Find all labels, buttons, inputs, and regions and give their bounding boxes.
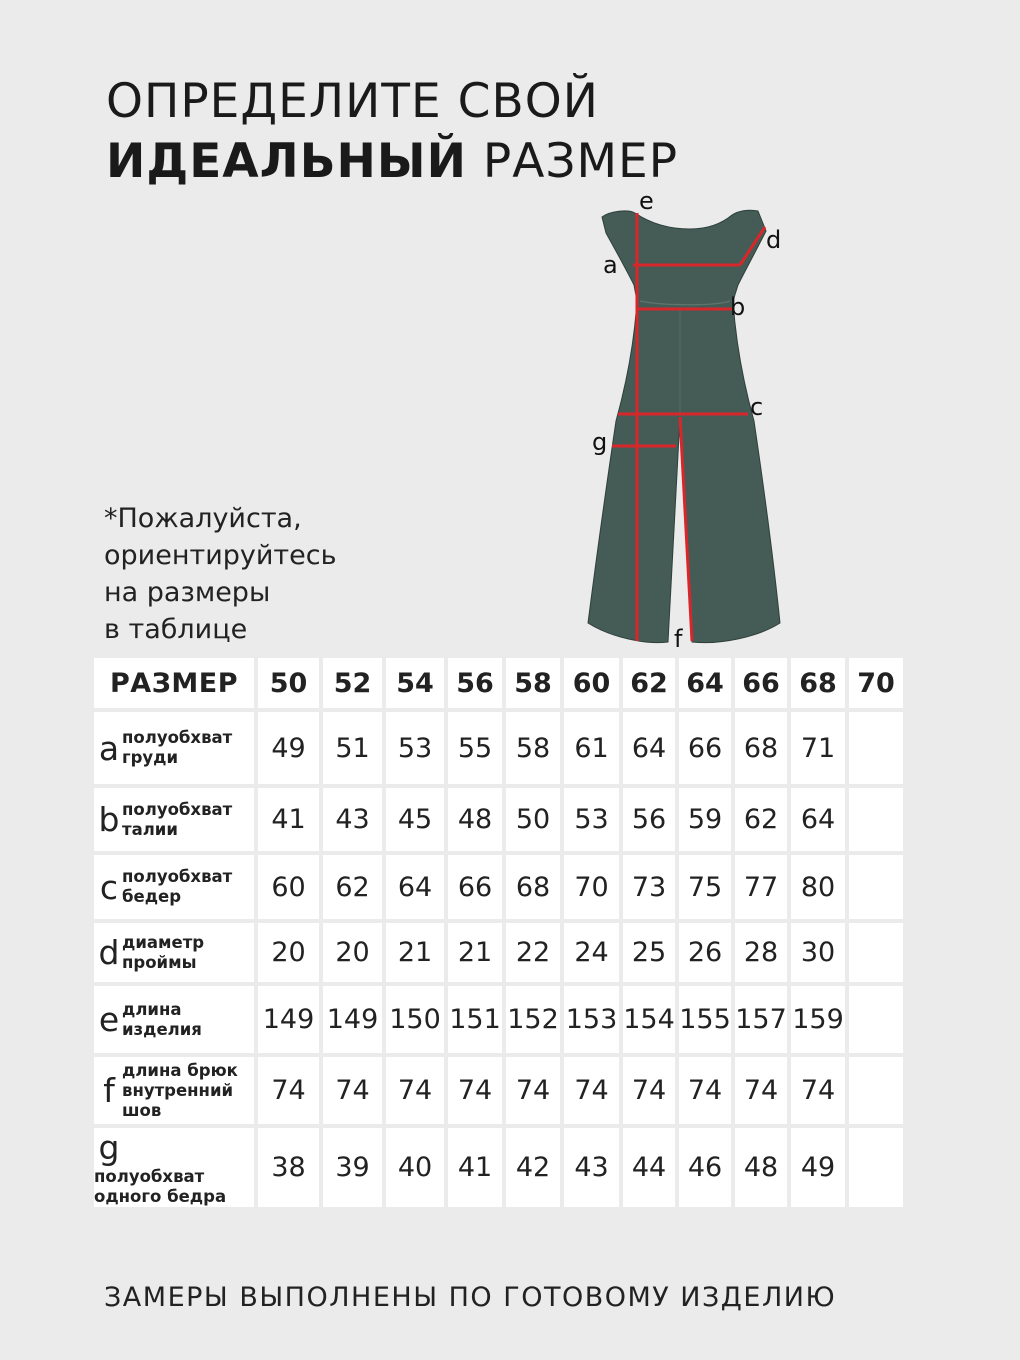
measurement-value-cell: 157 (735, 986, 787, 1053)
size-table (90, 654, 907, 1211)
measurement-value-cell: 50 (506, 788, 560, 851)
size-header-cell: 58 (506, 658, 560, 708)
measurement-label (94, 788, 254, 851)
measurement-label (94, 923, 254, 982)
measurement-row (94, 712, 903, 784)
page-title-line1: ОПРЕДЕЛИТЕ СВОЙ (106, 74, 599, 129)
label-a: a (603, 251, 618, 279)
measurement-value-cell: 20 (323, 923, 382, 982)
measurement-value-cell: 44 (623, 1128, 675, 1207)
footer-note: ЗАМЕРЫ ВЫПОЛНЕНЫ ПО ГОТОВОМУ ИЗДЕЛИЮ (104, 1282, 837, 1313)
measurement-value-cell: 56 (623, 788, 675, 851)
measurement-value-cell: 68 (735, 712, 787, 784)
measurement-value-cell: 159 (791, 986, 845, 1053)
measurement-row (94, 1057, 903, 1124)
measurement-value-cell (849, 923, 903, 982)
measurement-value-cell: 39 (323, 1128, 382, 1207)
measurement-value-cell: 24 (564, 923, 619, 982)
measurement-letter: g (98, 1128, 120, 1167)
page-title-bold: ИДЕАЛЬНЫЙ (106, 134, 467, 189)
measurement-value-cell: 43 (564, 1128, 619, 1207)
measurement-value-cell: 66 (679, 712, 731, 784)
measurement-value-cell: 73 (623, 855, 675, 919)
measurement-value-cell: 74 (679, 1057, 731, 1124)
measurement-value-cell: 153 (564, 986, 619, 1053)
measurement-letter: e (98, 1000, 120, 1039)
measurement-row (94, 855, 903, 919)
measurement-value-cell: 58 (506, 712, 560, 784)
measurement-description-line: длина (122, 999, 182, 1019)
size-note-line: ориентируйтесь (104, 540, 337, 571)
measurement-value-cell: 80 (791, 855, 845, 919)
measurement-value-cell: 74 (258, 1057, 319, 1124)
measurement-value-cell: 66 (448, 855, 502, 919)
measurement-description-line: талии (122, 819, 178, 839)
measurement-value-cell: 74 (564, 1057, 619, 1124)
measurement-description-line: изделия (122, 1019, 202, 1039)
measurement-value-cell (849, 986, 903, 1053)
size-header-cell: 64 (679, 658, 731, 708)
size-header-cell: 62 (623, 658, 675, 708)
size-header-cell: 56 (448, 658, 502, 708)
measurement-value-cell: 46 (679, 1128, 731, 1207)
measurement-letter: f (103, 1071, 115, 1110)
measurement-description-line: полуобхват (122, 867, 233, 886)
measurement-value-cell: 43 (323, 788, 382, 851)
measurement-value-cell (849, 712, 903, 784)
measurement-value-cell: 28 (735, 923, 787, 982)
measurement-value-cell: 59 (679, 788, 731, 851)
measurement-value-cell: 53 (564, 788, 619, 851)
measurement-value-cell: 152 (506, 986, 560, 1053)
measurement-description-line: проймы (122, 952, 197, 972)
size-header-row (94, 658, 903, 708)
label-d: d (766, 226, 782, 254)
measurement-label (94, 712, 254, 784)
size-header-cell: 60 (564, 658, 619, 708)
measurement-value-cell: 74 (506, 1057, 560, 1124)
measurement-value-cell: 64 (386, 855, 444, 919)
measurement-value-cell: 40 (386, 1128, 444, 1207)
size-header-cell: 70 (849, 658, 903, 708)
measurement-description-line: полуобхват (94, 1167, 205, 1186)
measurement-value-cell: 149 (323, 986, 382, 1053)
page-title-rest: РАЗМЕР (466, 134, 679, 189)
size-header-cell: 54 (386, 658, 444, 708)
measurement-value-cell (849, 1057, 903, 1124)
size-header-cell: 50 (258, 658, 319, 708)
measurement-description (122, 933, 204, 973)
size-header-cell: 66 (735, 658, 787, 708)
measurement-value-cell: 45 (386, 788, 444, 851)
measurement-value-cell: 48 (735, 1128, 787, 1207)
label-b: b (730, 293, 746, 321)
label-e: e (639, 187, 654, 215)
measurement-description (122, 867, 232, 907)
measurement-value-cell: 74 (791, 1057, 845, 1124)
size-note-line: *Пожалуйста, (104, 503, 302, 534)
measurement-label (94, 855, 254, 919)
measurement-value-cell: 77 (735, 855, 787, 919)
measurement-value-cell: 41 (258, 788, 319, 851)
measurement-description-line: внутренний (122, 1080, 234, 1100)
measurement-letter: b (98, 800, 120, 839)
measurement-value-cell: 74 (623, 1057, 675, 1124)
measurement-value-cell: 25 (623, 923, 675, 982)
measurement-description-line: полуобхват (122, 799, 233, 819)
measurement-value-cell: 151 (448, 986, 502, 1053)
measurement-value-cell: 42 (506, 1128, 560, 1207)
measurement-value-cell: 49 (258, 712, 319, 784)
size-note (104, 500, 337, 648)
size-note-line: на размеры (104, 577, 271, 608)
size-note-line: в таблице (104, 614, 248, 645)
measurement-value-cell: 62 (735, 788, 787, 851)
page-title-line2 (106, 134, 678, 189)
measurement-value-cell: 71 (791, 712, 845, 784)
measurement-value-cell: 48 (448, 788, 502, 851)
measurement-value-cell: 64 (791, 788, 845, 851)
measurement-row (94, 923, 903, 982)
measurement-value-cell (849, 1128, 903, 1207)
label-g: g (592, 428, 608, 456)
measurement-row (94, 1128, 903, 1207)
measurement-description-line: длина брюк (122, 1060, 238, 1080)
size-header-cell: 52 (323, 658, 382, 708)
measurement-value-cell: 61 (564, 712, 619, 784)
measurement-letter: c (99, 867, 119, 907)
measurement-value-cell: 22 (506, 923, 560, 982)
measurement-description-line: одного бедра (94, 1187, 227, 1206)
measurement-value-cell: 62 (323, 855, 382, 919)
measurement-value-cell: 60 (258, 855, 319, 919)
measurement-value-cell: 26 (679, 923, 731, 982)
measurement-row (94, 788, 903, 851)
size-header-cell: 68 (791, 658, 845, 708)
measurement-label (94, 1128, 254, 1207)
measurement-value-cell: 30 (791, 923, 845, 982)
measurement-description-line: диаметр (122, 932, 205, 952)
measurement-value-cell: 74 (448, 1057, 502, 1124)
measurement-letter: a (98, 728, 120, 768)
measurement-description (122, 800, 232, 840)
measurement-value-cell: 38 (258, 1128, 319, 1207)
measurement-description-line: полуобхват (122, 728, 233, 747)
measurement-row (94, 986, 903, 1053)
measurement-description (122, 1061, 238, 1121)
measurement-value-cell: 74 (323, 1057, 382, 1124)
measurement-description (122, 728, 232, 768)
measurement-value-cell: 68 (506, 855, 560, 919)
measurement-label (94, 986, 254, 1053)
measurement-letter: d (98, 933, 120, 972)
label-f: f (674, 625, 683, 653)
measurement-value-cell: 70 (564, 855, 619, 919)
measurement-value-cell: 64 (623, 712, 675, 784)
measurement-value-cell (849, 855, 903, 919)
measurement-value-cell: 21 (448, 923, 502, 982)
jumpsuit-illustration (570, 185, 810, 660)
measurement-value-cell: 74 (386, 1057, 444, 1124)
measurement-description (94, 1167, 226, 1207)
measurement-value-cell (849, 788, 903, 851)
measurement-value-cell: 51 (323, 712, 382, 784)
measurement-value-cell: 74 (735, 1057, 787, 1124)
measurement-value-cell: 154 (623, 986, 675, 1053)
jumpsuit-svg (570, 185, 810, 660)
measurement-label (94, 1057, 254, 1124)
measurement-value-cell: 41 (448, 1128, 502, 1207)
measurement-description (122, 1000, 202, 1040)
measurement-value-cell: 150 (386, 986, 444, 1053)
measurement-value-cell: 21 (386, 923, 444, 982)
measurement-description-line: шов (122, 1100, 162, 1120)
measurement-value-cell: 55 (448, 712, 502, 784)
measurement-description-line: бедер (122, 887, 182, 906)
size-header-label: РАЗМЕР (94, 658, 254, 708)
measurement-description-line: груди (122, 748, 179, 767)
measurement-value-cell: 20 (258, 923, 319, 982)
measurement-value-cell: 155 (679, 986, 731, 1053)
measurement-value-cell: 75 (679, 855, 731, 919)
measurement-value-cell: 53 (386, 712, 444, 784)
measurement-value-cell: 149 (258, 986, 319, 1053)
label-c: c (750, 393, 764, 421)
measurement-value-cell: 49 (791, 1128, 845, 1207)
